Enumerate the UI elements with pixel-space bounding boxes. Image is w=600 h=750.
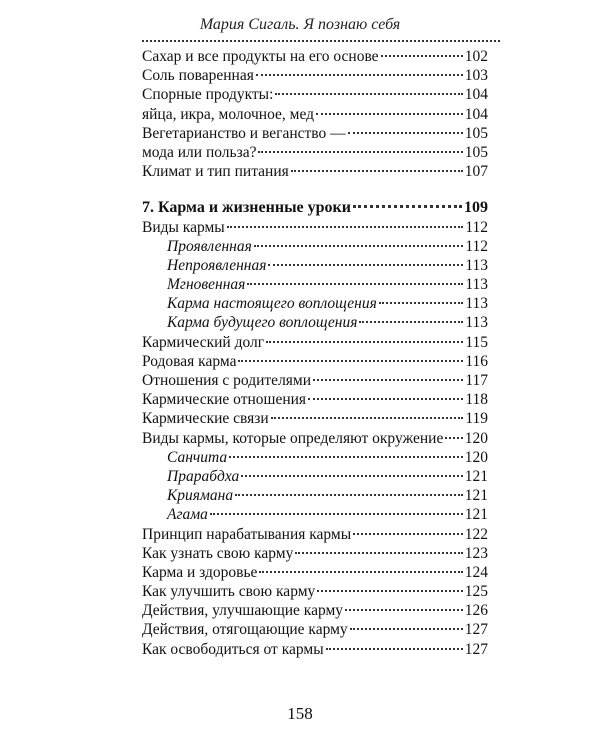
toc-entry[interactable]: [142, 124, 488, 143]
toc-entry[interactable]: [142, 47, 488, 66]
toc-entry[interactable]: [142, 390, 488, 409]
toc-entry-page: 105: [464, 143, 488, 161]
toc-leader-dots: [316, 113, 463, 115]
toc-entry-label: Как освободиться от кармы: [142, 640, 324, 658]
toc-entry[interactable]: [142, 333, 488, 352]
toc-entry-label: Виды кармы, которые определяют окружение: [142, 429, 444, 447]
toc-leader-dots: [308, 398, 463, 400]
toc-chapter-heading[interactable]: [142, 198, 488, 217]
toc-entry[interactable]: [142, 620, 488, 639]
toc-leader-dots: [266, 341, 463, 343]
toc-entry-label: Климат и тип питания: [142, 163, 289, 181]
toc-subentry[interactable]: [142, 294, 488, 313]
toc-chapter-page: 109: [464, 199, 488, 217]
toc-entry-page: 123: [464, 544, 488, 562]
toc-entry-label: Кармические отношения: [142, 391, 307, 409]
toc-entry-label: Отношения с родителями: [142, 372, 312, 389]
toc-entry[interactable]: [142, 218, 488, 237]
toc-subentry[interactable]: [142, 448, 488, 467]
toc-entry-label: Прарабдха: [167, 467, 240, 485]
toc-entry-page: 115: [465, 333, 488, 351]
toc-entry-page: 126: [464, 602, 488, 620]
toc-entry[interactable]: [142, 429, 488, 448]
toc-entry-page: 120: [464, 448, 488, 466]
toc-entry-page: 119: [465, 410, 488, 428]
toc-entry-page: 117: [465, 372, 488, 389]
toc-entry-page: 105: [464, 124, 488, 142]
toc-entry-page: 102: [464, 48, 488, 65]
toc-entry-label: Карма настоящего воплощения: [167, 295, 377, 313]
toc-subentry[interactable]: [142, 313, 488, 332]
toc-entry-page: 120: [464, 429, 488, 447]
toc-entry-label: Мгновенная: [167, 276, 246, 294]
toc-entry-label: Принцип нарабатывания кармы: [142, 525, 352, 543]
toc-entry[interactable]: [142, 162, 488, 181]
toc-entry[interactable]: [142, 409, 488, 428]
page-number: 158: [287, 704, 313, 723]
toc-leader-dots: [295, 552, 462, 554]
table-of-contents: [142, 47, 488, 659]
toc-leader-dots: [227, 226, 464, 228]
toc-leader-dots: [317, 590, 462, 592]
toc-entry-label: Вегетарианство и веганство —: [142, 124, 346, 142]
toc-entry[interactable]: [142, 352, 488, 371]
toc-chapter-label: 7. Карма и жизненные уроки: [142, 199, 351, 217]
toc-leader-dots: [291, 170, 463, 172]
toc-leader-dots: [271, 417, 464, 419]
toc-entry-label: Как узнать свою карму: [142, 544, 294, 562]
toc-subentry[interactable]: [142, 237, 488, 256]
toc-leader-dots: [241, 475, 462, 477]
toc-leader-dots: [256, 74, 463, 76]
toc-section-chapter-7: [142, 218, 488, 659]
header-dotted-rule: [142, 40, 500, 42]
toc-entry-page: 121: [464, 487, 488, 505]
toc-entry-label: Действия, улучшающие карму: [142, 602, 344, 620]
toc-entry-page: 116: [465, 352, 488, 370]
toc-entry-page: 104: [464, 86, 488, 104]
toc-entry[interactable]: [142, 544, 488, 563]
toc-entry-label: Сахар и все продукты на его основе: [142, 48, 379, 65]
toc-leader-dots: [268, 264, 463, 266]
toc-entry-label: яйца, икра, молочное, мед: [142, 105, 315, 123]
toc-subentry[interactable]: [142, 256, 488, 275]
section-spacer: [142, 181, 488, 198]
toc-leader-dots: [247, 283, 463, 285]
toc-leader-dots: [445, 437, 462, 439]
toc-entry[interactable]: [142, 563, 488, 582]
toc-entry-label: Карма и здоровье: [142, 563, 258, 581]
toc-entry-label: Непроявленная: [167, 256, 267, 274]
toc-leader-dots: [326, 648, 463, 650]
toc-leader-dots: [353, 533, 463, 535]
toc-entry-page: 118: [465, 391, 488, 409]
toc-entry-label: Проявленная: [167, 237, 252, 255]
toc-leader-dots: [254, 245, 464, 247]
toc-leader-dots: [313, 379, 463, 381]
toc-entry-page: 113: [465, 256, 488, 274]
toc-entry-page: 124: [464, 563, 488, 581]
toc-subentry[interactable]: [142, 505, 488, 524]
toc-entry-page: 127: [464, 621, 488, 639]
toc-leader-dots: [345, 609, 463, 611]
toc-entry-page: 113: [465, 295, 488, 313]
toc-subentry[interactable]: [142, 275, 488, 294]
toc-entry-page: 122: [464, 525, 488, 543]
toc-entry-label: Кармический долг: [142, 333, 265, 351]
toc-entry-label: Карма будущего воплощения: [167, 314, 358, 332]
toc-subentry[interactable]: [142, 467, 488, 486]
toc-entry-label: Виды кармы: [142, 218, 225, 236]
toc-entry[interactable]: [142, 85, 488, 104]
toc-leader-dots: [359, 321, 463, 323]
toc-leader-dots: [275, 93, 462, 95]
toc-entry-label: Действия, отягощающие карму: [142, 621, 348, 639]
toc-leader-dots: [235, 494, 463, 496]
toc-entry[interactable]: [142, 66, 488, 85]
toc-entry-page: 112: [465, 237, 488, 255]
toc-leader-dots: [350, 628, 463, 630]
toc-leader-dots: [210, 513, 463, 515]
toc-entry-label: Соль поваренная: [142, 67, 254, 85]
toc-entry-page: 103: [464, 67, 488, 85]
toc-entry-label: Спорные продукты:: [142, 86, 274, 104]
toc-entry-page: 113: [465, 276, 488, 294]
toc-entry-label: Кармические связи: [142, 410, 269, 428]
toc-entry-label: Санчита: [167, 448, 228, 466]
toc-entry-page: 113: [465, 314, 488, 332]
toc-entry-label: Агама: [167, 506, 208, 524]
toc-entry[interactable]: [142, 525, 488, 544]
toc-leader-dots: [229, 456, 463, 458]
toc-entry-page: 104: [464, 105, 488, 123]
toc-entry-page: 112: [465, 218, 488, 236]
toc-entry[interactable]: [142, 640, 488, 659]
running-header: Мария Сигаль. Я познаю себя: [199, 16, 401, 33]
toc-leader-dots: [258, 151, 462, 153]
toc-entry[interactable]: [142, 601, 488, 620]
toc-entry[interactable]: [142, 143, 488, 162]
toc-leader-dots: [353, 205, 462, 208]
toc-leader-dots: [379, 302, 464, 304]
toc-entry-page: 121: [464, 506, 488, 524]
toc-entry-label: Как улучшить свою карму: [142, 583, 316, 601]
toc-entry-page: 125: [464, 583, 488, 601]
toc-leader-dots: [348, 132, 463, 134]
toc-entry[interactable]: [142, 371, 488, 390]
toc-entry[interactable]: [142, 105, 488, 124]
toc-section-previous: [142, 47, 488, 181]
toc-leader-dots: [259, 571, 462, 573]
toc-entry[interactable]: [142, 582, 488, 601]
toc-entry-page: 127: [464, 640, 488, 658]
toc-entry-label: Криямана: [167, 487, 234, 505]
toc-entry-page: 121: [464, 467, 488, 485]
toc-entry-label: мода или польза?: [142, 143, 257, 161]
toc-leader-dots: [381, 55, 463, 57]
toc-leader-dots: [238, 360, 463, 362]
toc-entry-label: Родовая карма: [142, 352, 237, 370]
toc-entry-page: 107: [464, 163, 488, 181]
toc-subentry[interactable]: [142, 486, 488, 505]
